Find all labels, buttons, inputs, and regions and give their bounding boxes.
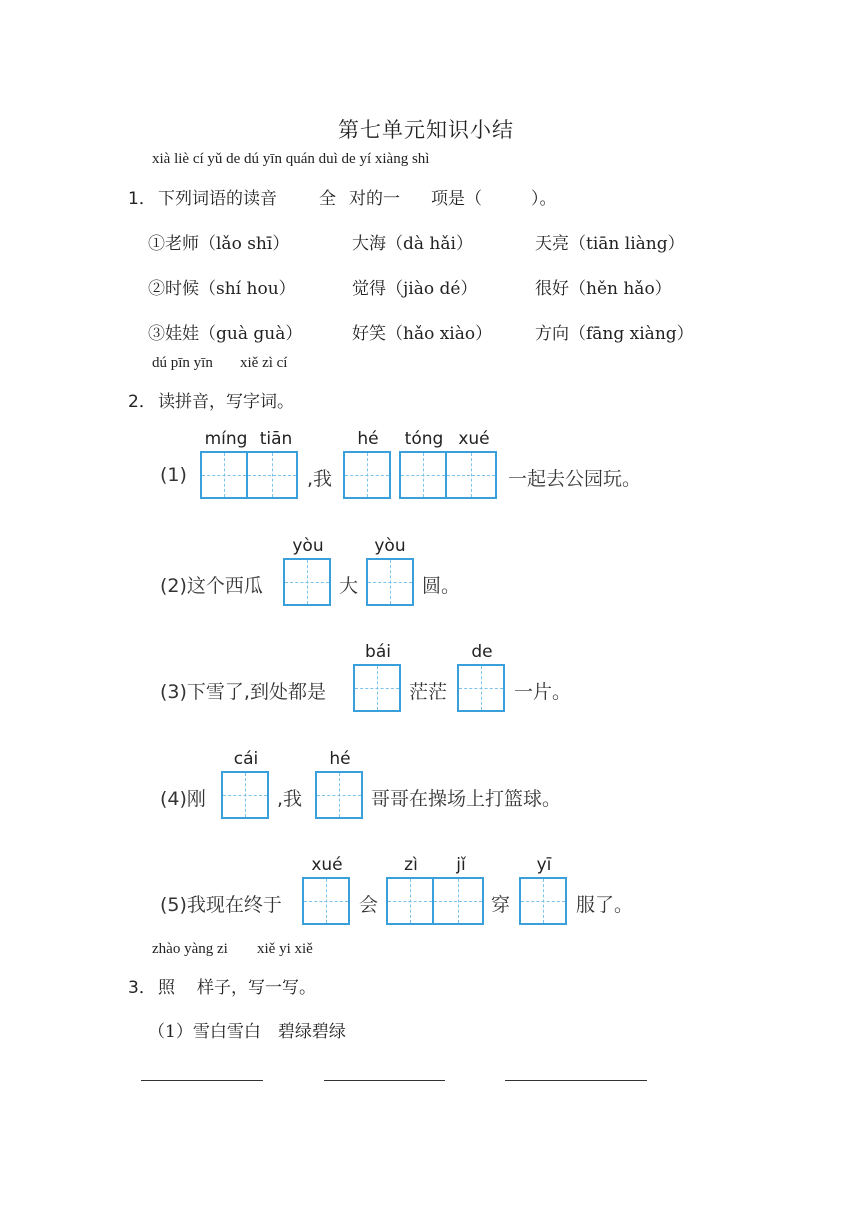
q1-text-d: 项是（ <box>431 189 482 209</box>
writing-grid-he-2[interactable] <box>315 771 363 819</box>
pinyin-bai: bái <box>365 642 391 662</box>
pinyin-xue: xué <box>458 429 490 449</box>
writing-grid-xue[interactable] <box>302 877 350 925</box>
item4-text-end: 哥哥在操场上打篮球。 <box>371 788 562 810</box>
pinyin-yi: yī <box>536 855 552 875</box>
pinyin-de: de <box>471 642 493 662</box>
writing-grid-he[interactable] <box>343 451 391 499</box>
writing-grid-mingtian[interactable] <box>200 451 298 499</box>
writing-grid-cai[interactable] <box>221 771 269 819</box>
q1-option-1a: ①老师（lǎo shī） <box>148 234 290 254</box>
writing-grid-ziji[interactable] <box>386 877 484 925</box>
q1-option-1b: 大海（dà hǎi） <box>352 234 473 254</box>
q1-text-b: 全 <box>319 189 336 209</box>
q3-text-b: 样子，写一写。 <box>197 978 316 998</box>
item3-text-end: 一片。 <box>514 681 572 703</box>
page-title: 第七单元知识小结 <box>338 118 514 142</box>
q2-text: 读拼音，写字词。 <box>158 392 294 412</box>
q1-option-2c: 很好（hěn hǎo） <box>535 279 672 299</box>
item5-text-hui: 会 <box>359 894 379 916</box>
pinyin-you-1: yòu <box>292 536 324 556</box>
writing-grid-you-1[interactable] <box>283 558 331 606</box>
q1-option-2a: ②时候（shí hou） <box>148 279 296 299</box>
q1-text-a: 下列词语的读音 <box>158 189 277 209</box>
writing-grid-de[interactable] <box>457 664 505 712</box>
q2-pinyin-a: dú pīn yīn <box>152 355 213 371</box>
q1-pinyin: xià liè cí yǔ de dú yīn quán duì de yí xiàng shì <box>152 151 430 167</box>
q1-number: 1． <box>128 189 156 209</box>
item3-text-mangmang: 茫茫 <box>409 681 448 703</box>
pinyin-he: hé <box>357 429 379 449</box>
item2-label: (2)这个西瓜 <box>160 575 263 597</box>
item1-label: (1) <box>160 464 187 486</box>
q2-number: 2． <box>128 392 156 412</box>
item2-text-end: 圆。 <box>422 575 461 597</box>
pinyin-cai: cái <box>233 749 259 769</box>
q3-pinyin-a: zhào yàng zi <box>152 941 228 957</box>
pinyin-you-2: yòu <box>374 536 406 556</box>
pinyin-tong: tóng <box>404 429 444 449</box>
writing-grid-yi[interactable] <box>519 877 567 925</box>
item1-text-end: 一起去公园玩。 <box>508 468 642 490</box>
q1-option-3c: 方向（fāng xiàng） <box>535 324 694 344</box>
pinyin-xue-2: xué <box>311 855 343 875</box>
q1-option-3b: 好笑（hǎo xiào） <box>352 324 493 344</box>
q2-pinyin-b: xiě zì cí <box>240 355 288 371</box>
writing-grid-you-2[interactable] <box>366 558 414 606</box>
q1-text-e: ）。 <box>531 189 557 209</box>
q1-option-1c: 天亮（tiān liàng） <box>535 234 685 254</box>
q1-option-2b: 觉得（jiào dé） <box>352 279 478 299</box>
item2-text-da: 大 <box>339 575 359 597</box>
item4-text-wo: ,我 <box>277 788 303 810</box>
pinyin-ji: jǐ <box>456 855 466 875</box>
q1-option-3a: ③娃娃（guà guà） <box>148 324 303 344</box>
item3-label: (3)下雪了,到处都是 <box>160 681 326 703</box>
answer-blank-2[interactable] <box>324 1080 445 1081</box>
q3-pinyin-b: xiě yi xiě <box>257 941 313 957</box>
pinyin-he-2: hé <box>329 749 351 769</box>
answer-blank-3[interactable] <box>505 1080 647 1081</box>
pinyin-tian: tiān <box>259 429 293 449</box>
writing-grid-bai[interactable] <box>353 664 401 712</box>
q3-number: 3． <box>128 978 156 998</box>
q3-example: （1）雪白雪白 碧绿碧绿 <box>148 1022 346 1042</box>
q3-text-a: 照 <box>158 978 175 998</box>
pinyin-ming: míng <box>204 429 248 449</box>
q1-text-c: 对的一 <box>349 189 400 209</box>
writing-grid-tongxue[interactable] <box>399 451 497 499</box>
item5-text-end: 服了。 <box>576 894 634 916</box>
item5-text-chuan: 穿 <box>491 894 511 916</box>
answer-blank-1[interactable] <box>141 1080 263 1081</box>
item4-label: (4)刚 <box>160 788 206 810</box>
item1-text-wo: ,我 <box>307 468 333 490</box>
item5-label: (5)我现在终于 <box>160 894 282 916</box>
pinyin-zi: zì <box>404 855 418 875</box>
